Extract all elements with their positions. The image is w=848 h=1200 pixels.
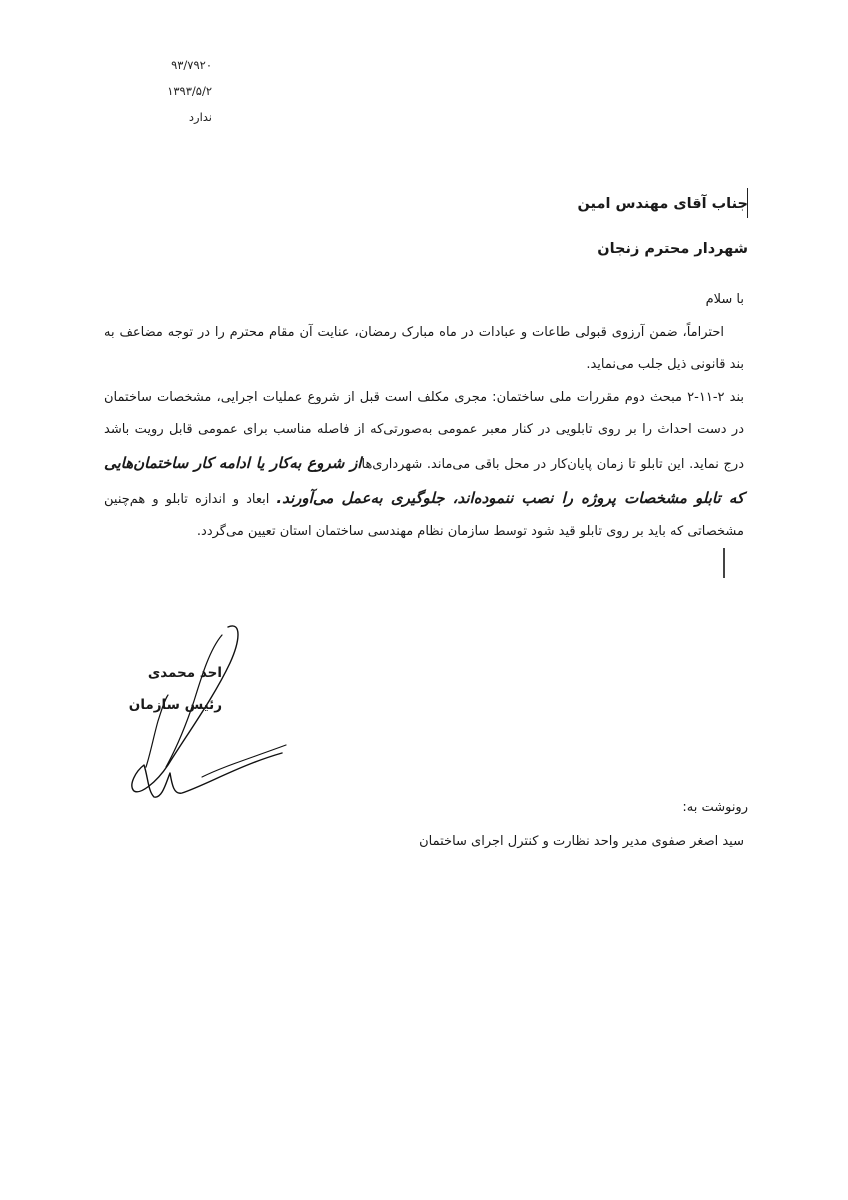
greeting: با سلام [705,292,744,307]
regulation-text: بند ۲-۱۱-۲ مبحث دوم مقررات ملی ساختمان: مجری مکلف است قبل از شروع عملیات اجرایی، مشخصات ساختمان در دست احداث را بر روی تابلویی در کنار معبر عمومی به‌صورتی‌که از فاصله مناسب برای عمومی قابل رویت باشد درج نماید. این تابلو تا زمان پایان‌کار در محل باقی می‌ماند. شهرداری‌ها [104,389,744,472]
signatory-name: احد محمدی [147,665,222,681]
handwritten-signature [110,615,310,815]
cc-recipient: سید اصغر صفوی مدیر واحد نظارت و کنترل اجرای ساختمان [419,834,744,849]
paragraph-regulation [104,382,744,549]
cc-label: رونوشت به: [682,800,748,815]
letter-number: ۹۳/۷۹۲۰ [171,58,212,72]
recipient-title: شهردار محترم زنجان [597,241,748,257]
paragraph-intro: احتراماً، ضمن آرزوی قبولی طاعات و عبادات در ماه مبارک رمضان، عنایت آن مقام محترم را در توجه مضاعف به بند قانونی ذیل جلب می‌نماید. [104,324,744,373]
text-cursor [723,548,725,578]
letter-body [104,284,744,549]
regulation-emphasis: از شروع به‌کار یا ادامه کار ساختمان‌هایی که تابلو مشخصات پروژه را نصب ننموده‌اند، جلوگیری به‌عمل می‌آورند. [104,453,745,507]
signatory-title: رئیس سازمان [128,697,222,713]
signature-block [110,615,310,815]
recipient-name: جناب آقای مهندس امین [577,196,748,212]
letter-date: ۱۳۹۳/۵/۲ [167,84,212,98]
letter-meta [92,52,212,130]
regulation-text-end: ابعاد و اندازه تابلو و هم‌چنین مشخصاتی که باید بر روی تابلو قید شود توسط سازمان نظام مهندسی ساختمان استان تعیین می‌گردد. [104,491,744,540]
letter-attachment: ندارد [188,110,212,124]
